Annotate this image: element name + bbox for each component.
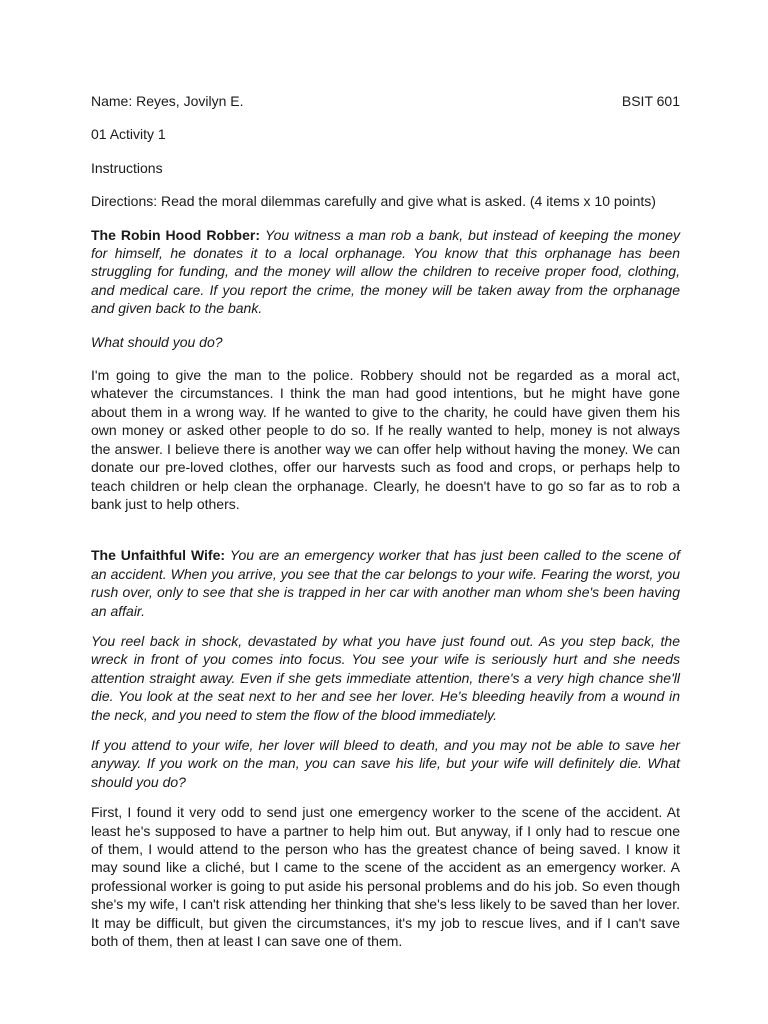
section-code: BSIT 601 bbox=[621, 93, 680, 109]
activity-title: 01 Activity 1 bbox=[91, 126, 166, 143]
dilemma2-answer: First, I found it very odd to send just one emergency worker to the scene of the accident. At least he's supposed to have a partner to help him out. But anyway, if I only had to rescue one of them, I would attend to the person who has the greatest chance of being saved. I know it may sound like a cliché, but I came to the scene of the accident as an emergency worker. A professional worker is going to put aside his personal problems and do his job. So even though she's my wife, I can't risk attending her thinking that she's less likely to be saved than her lover. It may be difficult, but given the circumstances, it's my job to rescue lives, and if I can't save both of them, then at least I can save one of them. bbox=[91, 804, 680, 950]
dilemma1-scenario-text: You witness a man rob a bank, but instead of keeping the money for himself, he donates it to a local orphanage. You know that this orphanage has been struggling for funding, and the money will allow the children to receive proper food, clothing, and medical care. If you report the crime, the money will be taken away from the orphanage and given back to the bank. bbox=[91, 226, 681, 317]
dilemma2-scenario-text: You are an emergency worker that has just been called to the scene of an accident. When you arrive, you see that the car belongs to your wife. Fearing the worst, you rush over, only to see that she is trapped in her car with another man whom she's been having an affair. bbox=[91, 547, 681, 619]
dilemma2-title: The Unfaithful Wife: bbox=[91, 547, 226, 564]
directions-text: Directions: Read the moral dilemmas carefully and give what is asked. (4 items x 10 points) bbox=[91, 193, 656, 210]
dilemma2-question: If you attend to your wife, her lover will bleed to death, and you may not be able to save her anyway. If you work on the man, you can save his life, but your wife will definitely die. What should you do? bbox=[91, 736, 680, 790]
dilemma1-answer: I'm going to give the man to the police. Robbery should not be regarded as a moral act, whatever the circumstances. I think the man had good intentions, but he might have gone about them in a wrong way. If he wanted to give to the charity, he could have given them his own money or asked other people to do so. If he really wanted to help, money is not always the answer. I believe there is another way we can offer help without having the money. We can donate our pre-loved clothes, offer our harvests such as food and crops, or perhaps help to teach children or help clean the orphanage. Clearly, he doesn't have to go so far as to rob a bank just to help others. bbox=[91, 367, 680, 512]
dilemma1-question: What should you do? bbox=[91, 333, 223, 350]
instructions-heading: Instructions bbox=[91, 159, 163, 176]
dilemma1-scenario bbox=[91, 226, 680, 318]
dilemma2-scenario bbox=[91, 546, 680, 620]
dilemma2-scenario-continued: You reel back in shock, devastated by what you have just found out. As you step back, the wreck in front of you comes into focus. You see your wife is seriously hurt and she needs attention straight away. Even if she gets immediate attention, there's a very high chance she'll die. You look at the seat next to her and see her lover. He's bleeding heavily from a wound in the neck, and you need to stem the flow of the blood immediately. bbox=[91, 632, 680, 723]
dilemma1-title: The Robin Hood Robber: bbox=[91, 226, 260, 243]
student-name: Name: Reyes, Jovilyn E. bbox=[91, 93, 244, 109]
spacer bbox=[91, 528, 680, 546]
header-row bbox=[91, 92, 680, 110]
